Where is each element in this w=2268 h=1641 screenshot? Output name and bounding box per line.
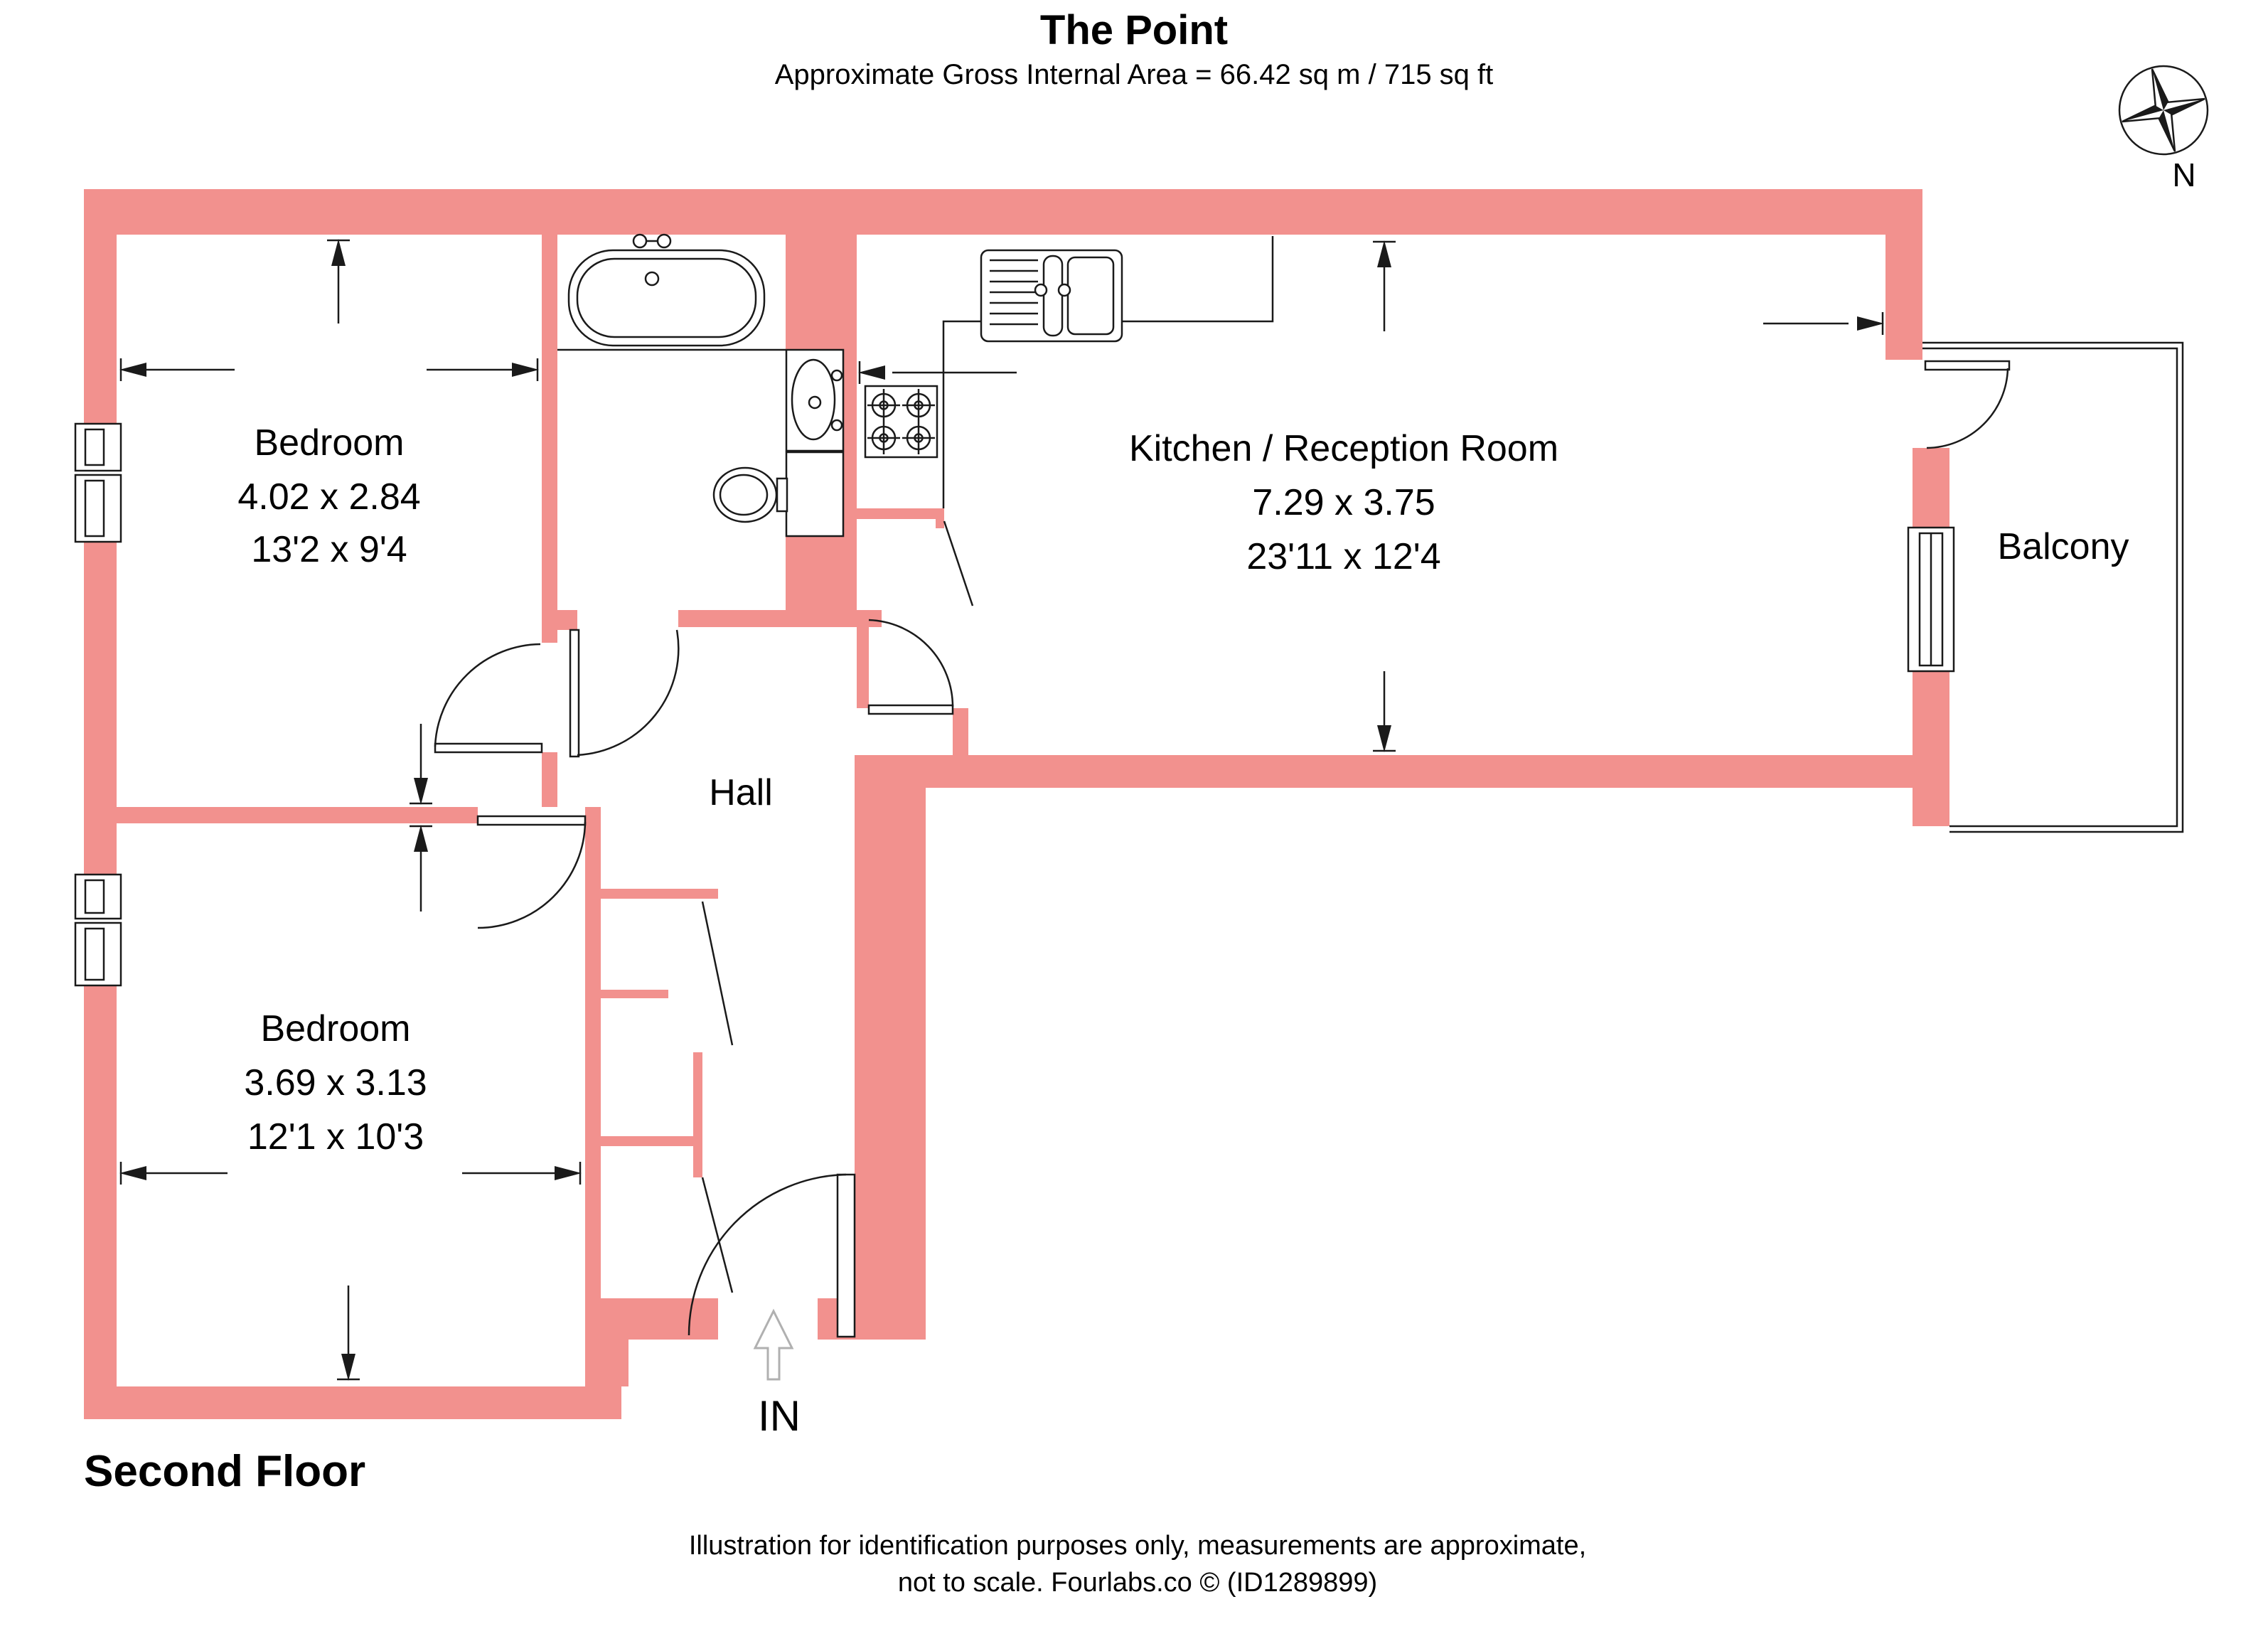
window-bed2-a-sash [85,880,104,913]
wall-kitchen-door-block [953,708,968,755]
window-bed2-b-sash [85,929,104,980]
wall-hall-right [855,755,926,1340]
hall-label: Hall [709,772,773,813]
window-bed1-a-sash [85,429,104,465]
toilet-bowl-inner [720,475,767,515]
wall-kitchen-door-jamb [857,627,869,708]
bathtub-tap-left [633,235,646,247]
wall-kitchen-bottom [926,755,1949,788]
page-title: The Point [1039,7,1229,53]
wall-closet-mid [601,990,668,998]
basin-tap-b [832,420,842,430]
door-bed1-arc [435,644,540,747]
kitchen-imperial: 23'11 x 12'4 [1246,536,1441,577]
bedroom2-imperial: 12'1 x 10'3 [247,1116,424,1158]
entrance-arrow-icon [755,1311,792,1379]
door-bed1-leaf [435,744,542,752]
closet-door-lower [702,1177,732,1293]
bathtub-drain [646,272,658,285]
kitchen-metric: 7.29 x 3.75 [1252,482,1435,523]
wall-bed1-right-upper [542,235,557,643]
door-kitchen-leaf [869,705,953,714]
wall-left-1 [84,189,117,424]
dim-bed2-left [119,1162,228,1185]
door-entrance-leaf [838,1175,855,1337]
door-balcony-arc [1927,368,2008,448]
wall-closet-stub [693,1052,702,1177]
dim-bed2-right [462,1162,582,1185]
balcony-outline [1922,343,2183,832]
bedroom2-label: Bedroom [260,1008,411,1049]
wall-balcony-upper [1913,448,1949,528]
bedroom2-metric: 3.69 x 3.13 [244,1062,427,1103]
toilet-cistern [777,479,787,511]
sink-bowl-small [1044,256,1062,336]
wall-bedroom-divider [84,807,478,823]
area-subtitle: Approximate Gross Internal Area = 66.42 sq m / 715 sq ft [774,59,1494,90]
door-bath-leaf [570,630,579,757]
wall-hall-bottom-left [601,1298,718,1340]
bedroom1-label: Bedroom [254,422,405,464]
wall-balcony-lower [1913,671,1949,826]
door-balcony-leaf [1925,361,2009,370]
bath-cupboard [786,452,843,536]
closet-door-upper [702,902,732,1045]
sink-bowl-main [1068,257,1113,334]
dim-kitchen-down [1373,671,1396,752]
compass-north-label: N [2172,156,2196,193]
door-kitchen-arc [869,620,953,707]
pantry-door-line [944,521,973,606]
walls [84,189,1949,1419]
bedroom1-imperial: 13'2 x 9'4 [251,529,407,570]
footer-line2: not to scale. Fourlabs.co © (ID1289899) [897,1568,1378,1598]
dim-kitchen-left [858,361,1017,384]
wall-top [84,189,1922,235]
dim-bed1-left [119,358,235,381]
floor-label: Second Floor [84,1447,366,1496]
wall-left-2 [84,542,117,875]
dim-divider-up [410,825,432,912]
bedroom1-metric: 4.02 x 2.84 [237,476,421,518]
kitchen-label: Kitchen / Reception Room [1128,428,1559,469]
wall-bed1-right-lower [542,752,557,807]
sink-tap-a [1035,284,1047,296]
dim-kitchen-up [1373,240,1396,331]
door-bath-arc [577,630,678,755]
door-bed2-leaf [478,816,585,825]
kitchen-fixtures [865,236,1273,606]
doors [435,361,2009,1337]
dim-bed1-right [427,358,539,381]
wall-topright-corner [1885,189,1922,360]
wall-closet-top [601,889,718,899]
dim-kitchen-right [1763,312,1884,335]
wall-bed2-right [585,807,601,1386]
dim-bed2-down [337,1285,360,1381]
basin-tap-a [832,370,842,380]
wall-left-3 [84,985,117,1418]
dim-bed1-up [327,239,350,324]
sink-tap-b [1059,284,1070,296]
wall-closet-divider [601,1136,702,1146]
wall-pantry-stub [936,519,944,528]
basin-drain [809,397,820,408]
window-bed1-b-sash [85,481,104,536]
wall-bed2-bottom [84,1386,621,1419]
entrance-label: IN [758,1392,801,1440]
footer-line1: Illustration for identification purposes only, measurements are approximate, [688,1531,1587,1561]
wall-bed2-connector [601,1340,628,1386]
wall-bath-corner [542,610,577,630]
dim-divider-down [410,724,432,805]
balcony-label: Balcony [1997,526,2129,567]
bathtub-tap-right [658,235,670,247]
bathtub-inner [577,259,756,337]
door-bed2-arc [478,822,585,928]
compass-icon [2119,66,2208,154]
wall-pantry-band [857,508,944,519]
